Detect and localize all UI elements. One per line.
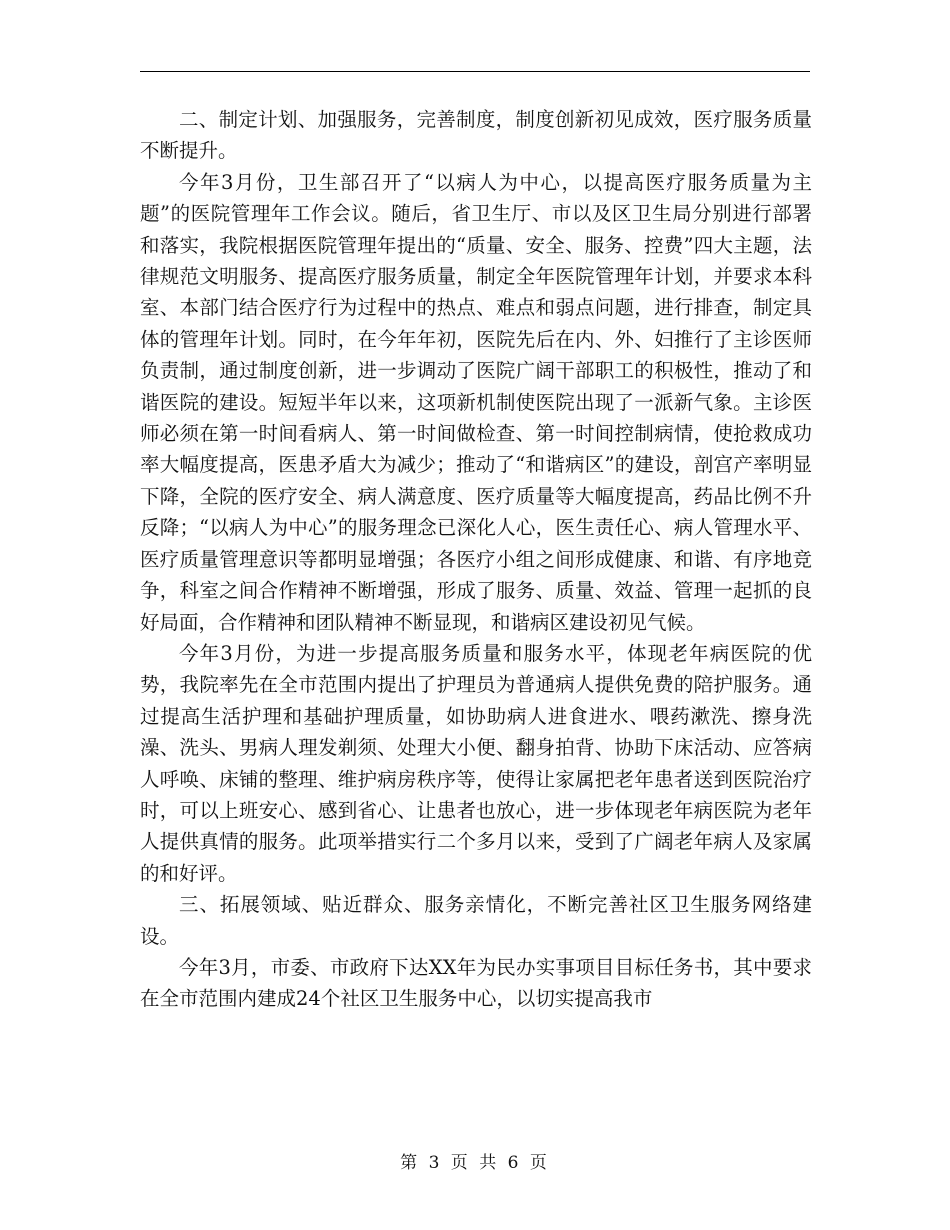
paragraph: 今年3月，市委、市政府下达XX年为民办实事项目目标任务书，其中要求在全市范围内建成24个社区卫生服务中心，以切实提高我市	[140, 955, 812, 1011]
page-number-footer: 第 3 页 共 6 页	[400, 1153, 550, 1173]
paragraph: 今年3月份，卫生部召开了“以病人为中心，以提高医疗服务质量为主题”的医院管理年工作会议。随后，省卫生厅、市以及区卫生局分别进行部署和落实，我院根据医院管理年提出的“质量、安全、服务、控费”四大主题，法律规范文明服务、提高医疗服务质量，制定全年医院管理年计划，并要求本科室、本部门结合医疗行为过程中的热点、难点和弱点问题，进行排查，制定具体的管理年计划。同时，在今年年初，医院先后在内、外、妇推行了主诊医师负责制，通过制度创新，进一步调动了医院广阔干部职工的积极性，推动了和谐医院的建设。短短半年以来，这项新机制使医院出现了一派新气象。主诊医师必须在第一时间看病人、第一时间做检查、第一时间控制病情，使抢救成功率大幅度提高，医患矛盾大为减少；推动了“和谐病区”的建设，剖宫产率明显下降，全院的医疗安全、病人满意度、医疗质量等大幅度提高，药品比例不升反降；“以病人为中心”的服务理念已深化人心，医生责任心、病人管理水平、医疗质量管理意识等都明显增强；各医疗小组之间形成健康、和谐、有序地竞争，科室之间合作精神不断增强，形成了服务、质量、效益、管理一起抓的良好局面，合作精神和团队精神不断显现，和谐病区建设初见气候。	[140, 170, 812, 634]
paragraph: 今年3月份，为进一步提高服务质量和服务水平，体现老年病医院的优势，我院率先在全市范围内提出了护理员为普通病人提供免费的陪护服务。通过提高生活护理和基础护理质量，如协助病人进食进水、喂药漱洗、擦身洗澡、洗头、男病人理发剃须、处理大小便、翻身拍背、协助下床活动、应答病人呼唤、床铺的整理、维护病房秩序等，使得让家属把老年患者送到医院治疗时，可以上班安心、感到省心、让患者也放心，进一步体现老年病医院为老年人提供真情的服务。此项举措实行二个多月以来，受到了广阔老年病人及家属的和好评。	[140, 641, 812, 885]
paragraph: 二、制定计划、加强服务，完善制度，制度创新初见成效，医疗服务质量不断提升。	[140, 108, 812, 163]
header-rule	[140, 71, 810, 72]
paragraph: 三、拓展领域、贴近群众、服务亲情化，不断完善社区卫生服务网络建设。	[140, 893, 812, 948]
body-text	[140, 104, 812, 1015]
